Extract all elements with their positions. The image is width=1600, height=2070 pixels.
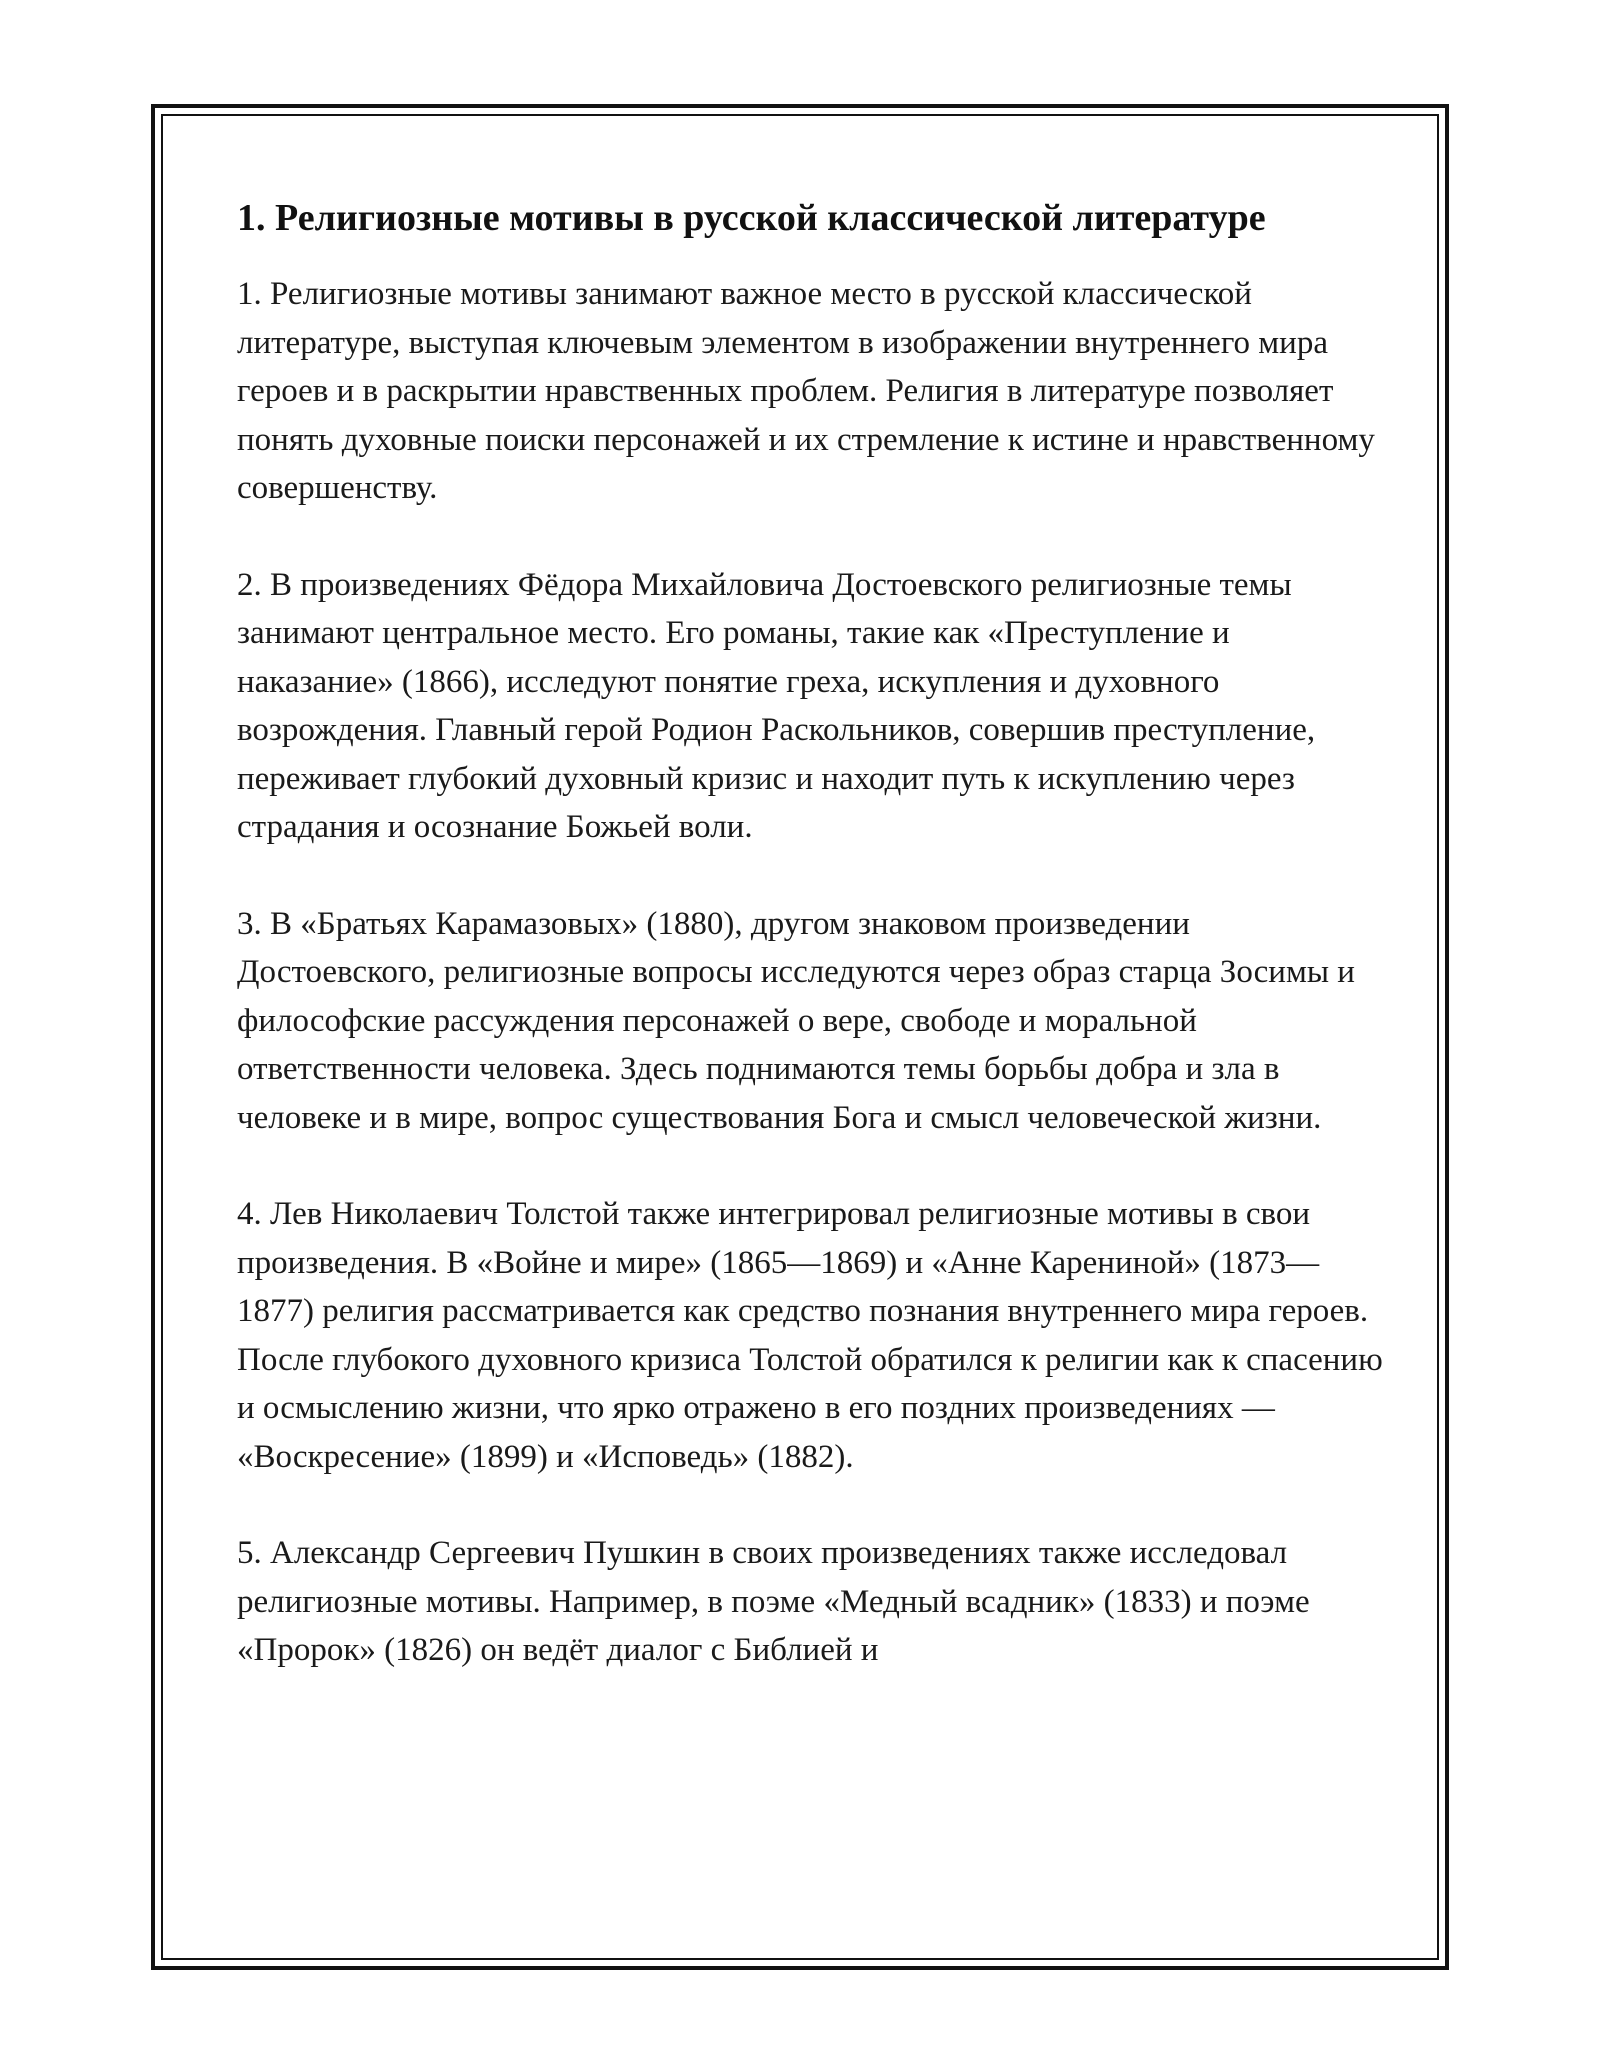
section-heading: 1. Религиозные мотивы в русской классической литературе bbox=[237, 197, 1266, 239]
paragraph-5: 5. Александр Сергеевич Пушкин в своих произведениях также исследовал религиозные мотивы. Например, в поэме «Медный всадник» (1833) и поэме «Пророк» (1826) он ведёт диалог с Библией и bbox=[237, 1535, 1310, 1668]
paragraph-1: 1. Религиозные мотивы занимают важное место в русской классической литературе, выступая ключевым элементом в изображении внутреннего мира героев и в раскрытии нравственных проблем. Религия в литературе позволяет понять духовные поиски персонажей и их стремление к истине и нравственному совершенству. bbox=[237, 276, 1375, 506]
paragraph-3: 3. В «Братьях Карамазовых» (1880), другом знаковом произведении Достоевского, религиозные вопросы исследуются через образ старца Зосимы и философские рассуждения персонажей о вере, свободе и моральной ответственности человека. Здесь поднимаются темы борьбы добра и зла в человеке и в мире, вопрос существования Бога и смысл человеческой жизни. bbox=[237, 905, 1355, 1136]
document-body bbox=[237, 190, 1387, 1723]
paragraph-2: 2. В произведениях Фёдора Михайловича Достоевского религиозные темы занимают центральное место. Его романы, такие как «Преступление и наказание» (1866), исследуют понятие греха, искупления и духовного возрождения. Главный герой Родион Раскольников, совершив преступление, переживает глубокий духовный кризис и находит путь к искуплению через страдания и осознание Божьей воли. bbox=[237, 566, 1316, 845]
paragraph-4: 4. Лев Николаевич Толстой также интегрировал религиозные мотивы в свои произведения. В «Войне и мире» (1865—1869) и «Анне Карениной» (1873—1877) религия рассматривается как средство познания внутреннего мира героев. После глубокого духовного кризиса Толстой обратился к религии как к спасению и осмыслению жизни, что ярко отражено в его поздних произведениях — «Воскресение» (1899) и «Исповедь» (1882). bbox=[237, 1196, 1383, 1475]
